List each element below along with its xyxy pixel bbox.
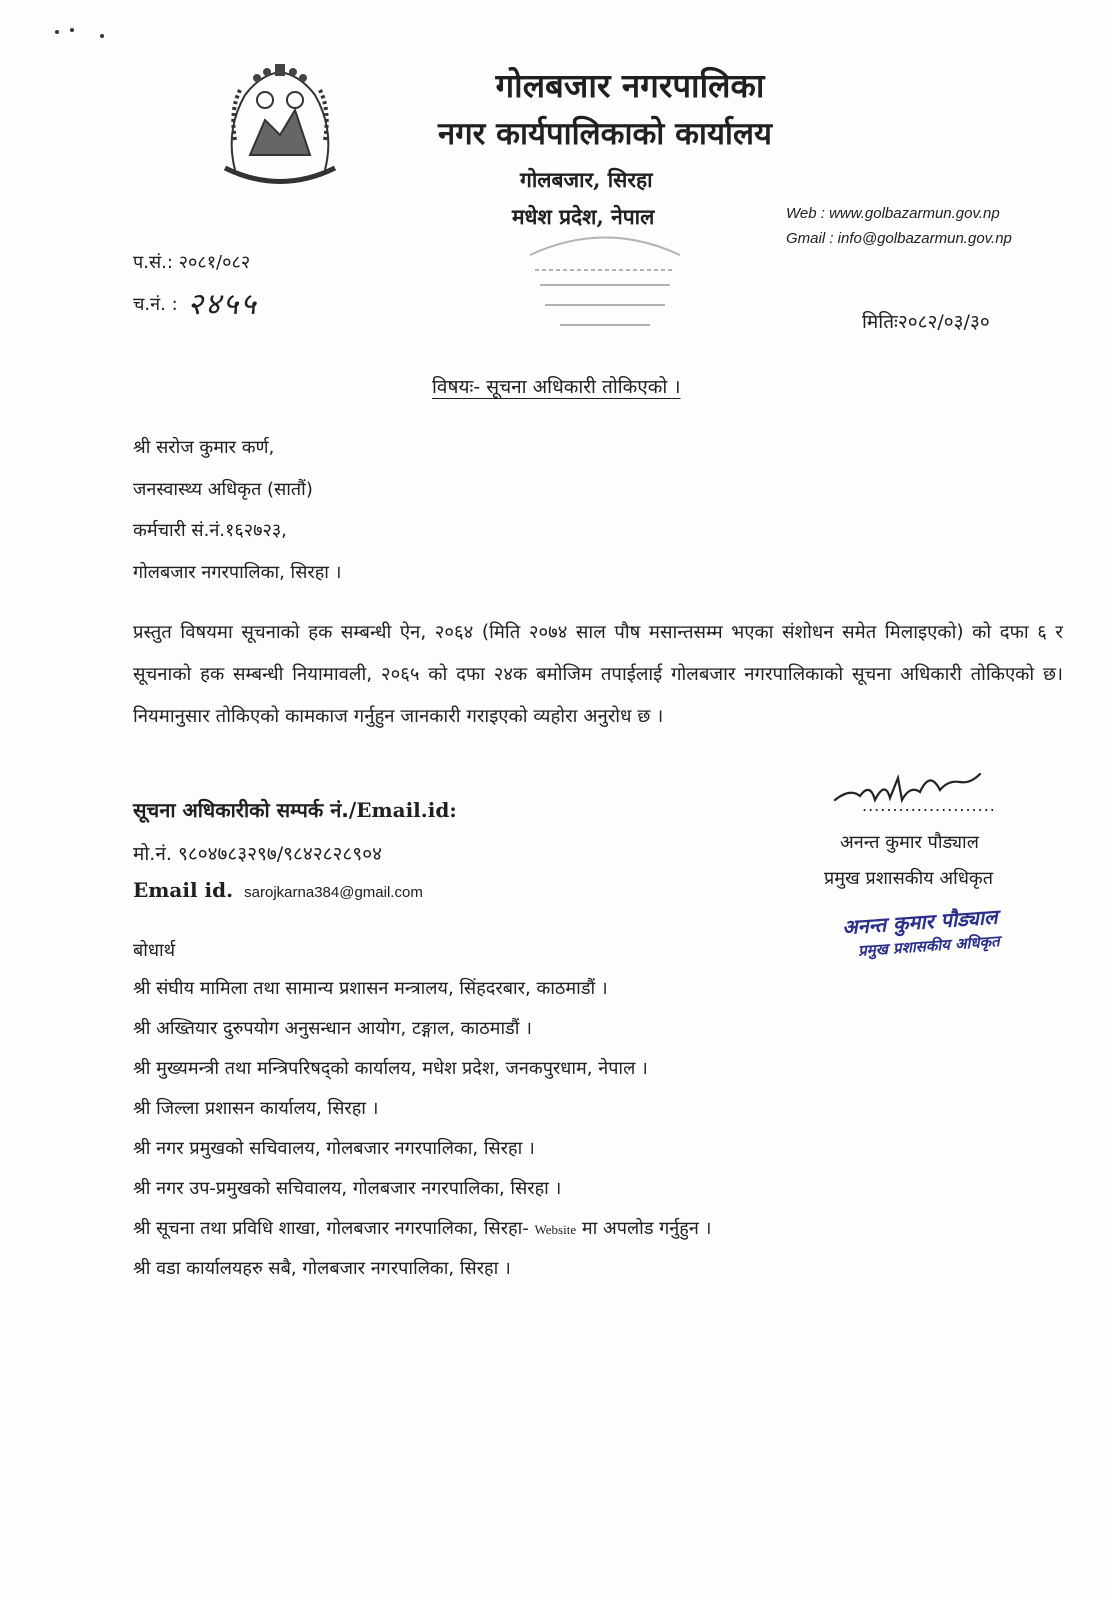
it-branch-prefix: श्री सूचना तथा प्रविधि शाखा, गोलबजार नगरपालिका, सिरहा- [133,1218,529,1239]
chalani-number: २४५५ [187,287,258,322]
scan-speck [55,30,59,34]
scan-speck [100,34,104,38]
contact-heading-ne: सूचना अधिकारीको सम्पर्क नं./ [133,798,357,822]
cc-heading: बोधार्थ [133,940,176,961]
cc-item: श्री वडा कार्यालयहरु सबै, गोलबजार नगरपालिका, सिरहा । [133,1258,511,1279]
recipient-employee-number: कर्मचारी सं.नं.१६२७२३, [133,520,287,541]
subject-line: विषयः- सूचना अधिकारी तोकिएको । [432,376,681,398]
website-text: Web : www.golbazarmun.gov.np [786,205,1000,222]
recipient-designation: जनस्वास्थ्य अधिकृत (सातौं) [133,479,313,500]
cc-item: श्री जिल्ला प्रशासन कार्यालय, सिरहा । [133,1098,379,1119]
contact-heading [133,796,457,823]
chalani-number-row [133,282,258,323]
address-city: गोलबजार, सिरहा [520,167,653,192]
it-branch-suffix: मा अपलोड गर्नुहुन । [581,1218,712,1239]
contact-mobile: मो.नं. ९८०४७८३२९७/९८४२८२८९०४ [133,843,382,865]
email-value: sarojkarna384@gmail.com [244,884,423,901]
patra-sankhya: प.सं.: २०८१/०८२ [133,252,251,273]
email-label: Email id. [133,878,234,902]
signatory-name: अनन्त कुमार पौड्याल [840,832,979,853]
seal-name: अनन्त कुमार पौड्याल [841,904,999,940]
cc-item: श्री अख्तियार दुरुपयोग अनुसन्धान आयोग, टङ्गाल, काठमाडौं । [133,1018,532,1039]
contact-email-row [133,878,423,902]
recipient-office: गोलबजार नगरपालिका, सिरहा । [133,562,342,583]
office-name: नगर कार्यपालिकाको कार्यालय [438,116,772,152]
letter-body: प्रस्तुत विषयमा सूचनाको हक सम्बन्धी ऐन, २०६४ (मिति २०७४ साल पौष मसान्तसम्म भएका संशोधन समेत मिलाइएको) को दफा ६ र सूचनाको हक सम्बन्धी नियामावली, २०६५ को दफा २४क बमोजिम तपाईलाई गोलबजार नगरपालिकाको सूचना अधिकारी तोकिएको छ। नियमानुसार तोकिएको कामकाज गर्नुहुन जानकारी गराइएको व्यहोरा अनुरोध छ । [133,622,1063,727]
gmail-text: Gmail : info@golbazarmun.gov.np [786,230,1012,247]
cc-item: श्री मुख्यमन्त्री तथा मन्त्रिपरिषद्को कार्यालय, मधेश प्रदेश, जनकपुरधाम, नेपाल । [133,1058,648,1079]
recipient-name: श्री सरोज कुमार कर्ण, [133,437,275,458]
cc-item: श्री संघीय मामिला तथा सामान्य प्रशासन मन्त्रालय, सिंहदरबार, काठमाडौं । [133,978,608,999]
cc-item-it-branch [133,1216,711,1240]
letter-date: मितिः२०८२/०३/३० [862,311,990,333]
cc-item: श्री नगर प्रमुखको सचिवालय, गोलबजार नगरपालिका, सिरहा । [133,1138,535,1159]
nepal-emblem-icon [205,60,355,195]
scan-speck [70,28,74,32]
signatory-title: प्रमुख प्रशासकीय अधिकृत [824,868,993,889]
it-branch-website: Website [534,1222,577,1237]
org-name: गोलबजार नगरपालिका [495,66,765,105]
seal-title: प्रमुख प्रशासकीय अधिकृत [857,932,1001,960]
address-province: मधेश प्रदेश, नेपाल [512,204,655,229]
chalani-label: च.नं. : [133,294,178,315]
signature-dots: ...................... [862,796,996,815]
contact-heading-en: Email.id: [356,798,457,822]
cc-item: श्री नगर उप-प्रमुखको सचिवालय, गोलबजार नगरपालिका, सिरहा । [133,1178,562,1199]
office-stamp-icon [520,225,690,340]
